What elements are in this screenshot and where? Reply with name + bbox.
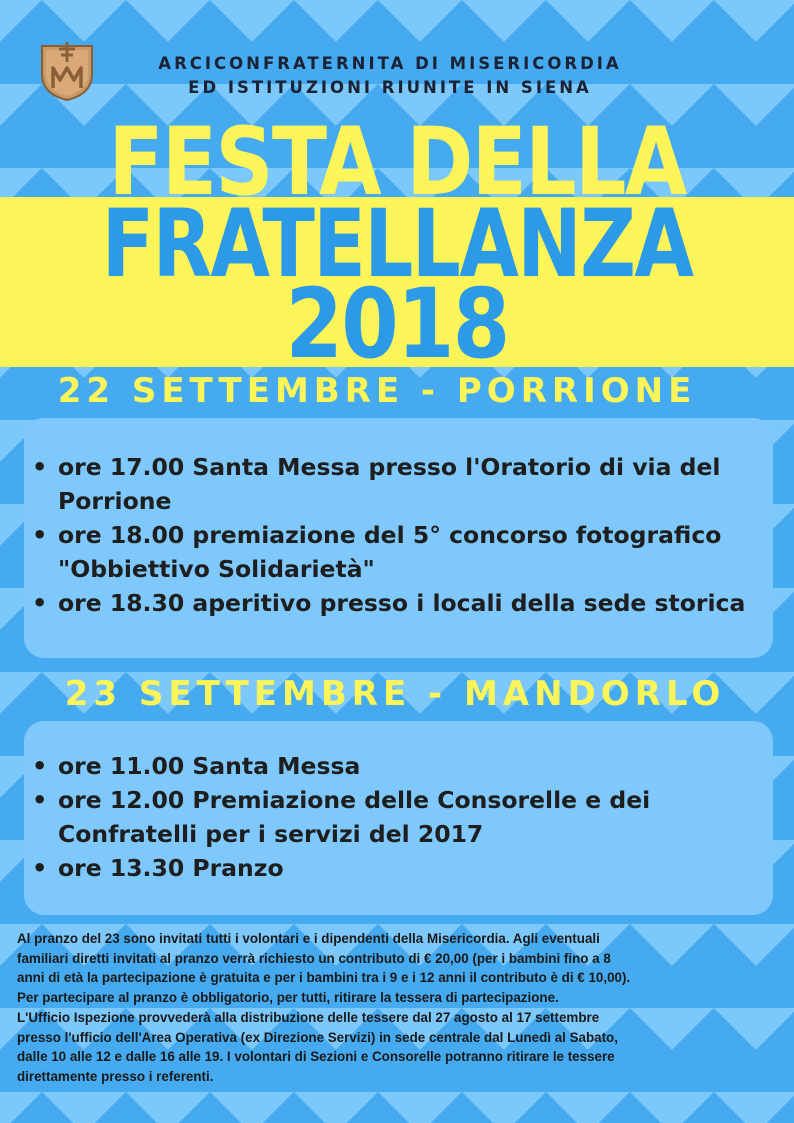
day2-schedule-box	[24, 721, 773, 915]
notes-line: dalle 10 alle 12 e dalle 16 alle 19. I volontari di Sezioni e Consorelle potranno ritirare le tessere	[17, 1049, 615, 1065]
day1-schedule-list	[24, 418, 773, 620]
notes-line: direttamente presso i referenti.	[17, 1068, 214, 1084]
schedule-item-line: ore 18.30 aperitivo presso i locali della sede storica	[58, 589, 746, 617]
title-year: 2018	[285, 268, 509, 380]
schedule-item	[28, 586, 773, 620]
day2-heading: 23 SETTEMBRE - MANDORLO	[64, 674, 726, 714]
notes-line: Per partecipare al pranzo è obbligatorio, per tutti, ritirare la tessera di partecipazione.	[17, 990, 559, 1006]
schedule-item-line: ore 12.00 Premiazione delle Consorelle e dei	[58, 786, 651, 814]
lunch-notes	[17, 929, 779, 1087]
notes-line: Al pranzo del 23 sono invitati tutti i volontari e i dipendenti della Misericordia. Agli eventuali	[17, 931, 600, 946]
schedule-item	[28, 518, 773, 586]
schedule-item-line: Porrione	[58, 487, 172, 515]
schedule-item	[28, 783, 773, 851]
schedule-item	[28, 749, 773, 783]
day2-schedule-list	[24, 721, 773, 885]
organization-name	[110, 52, 670, 100]
schedule-item-line: ore 17.00 Santa Messa presso l'Oratorio di via del	[58, 453, 721, 481]
schedule-item-line: ore 18.00 premiazione del 5° concorso fotografico	[58, 521, 722, 549]
day1-heading: 22 SETTEMBRE - PORRIONE	[57, 371, 697, 411]
schedule-item-line: "Obbiettivo Solidarietà"	[58, 555, 375, 583]
title-line-2: FRATELLANZA	[101, 190, 693, 299]
misericordia-crest-icon	[38, 40, 96, 102]
organization-line-2: ED ISTITUZIONI RIUNITE IN SIENA	[188, 78, 592, 97]
schedule-item	[28, 450, 773, 518]
organization-line-1: ARCICONFRATERNITA DI MISERICORDIA	[158, 54, 622, 73]
schedule-item-line: ore 11.00 Santa Messa	[58, 752, 361, 780]
notes-line: L'Ufficio Ispezione provvederà alla distribuzione delle tessere dal 27 agosto al 17 settembre	[17, 1009, 600, 1025]
notes-line: presso l'ufficio dell'Area Operativa (ex Direzione Servizi) in sede centrale dal Lunedì al Sabato,	[17, 1029, 618, 1045]
notes-line: familiari diretti invitati al pranzo verrà richiesto un contributo di € 20,00 (per i bambini fino a 8	[17, 950, 611, 966]
title-line-1: FESTA DELLA	[108, 108, 686, 217]
schedule-item	[28, 851, 773, 885]
notes-line: anni di età la partecipazione è gratuita e per i bambini tra i 9 e i 12 anni il contributo è di € 10,00).	[17, 970, 631, 986]
schedule-item-line: Confratelli per i servizi del 2017	[58, 820, 484, 848]
day1-schedule-box	[24, 418, 773, 658]
schedule-item-line: ore 13.30 Pranzo	[58, 854, 284, 882]
